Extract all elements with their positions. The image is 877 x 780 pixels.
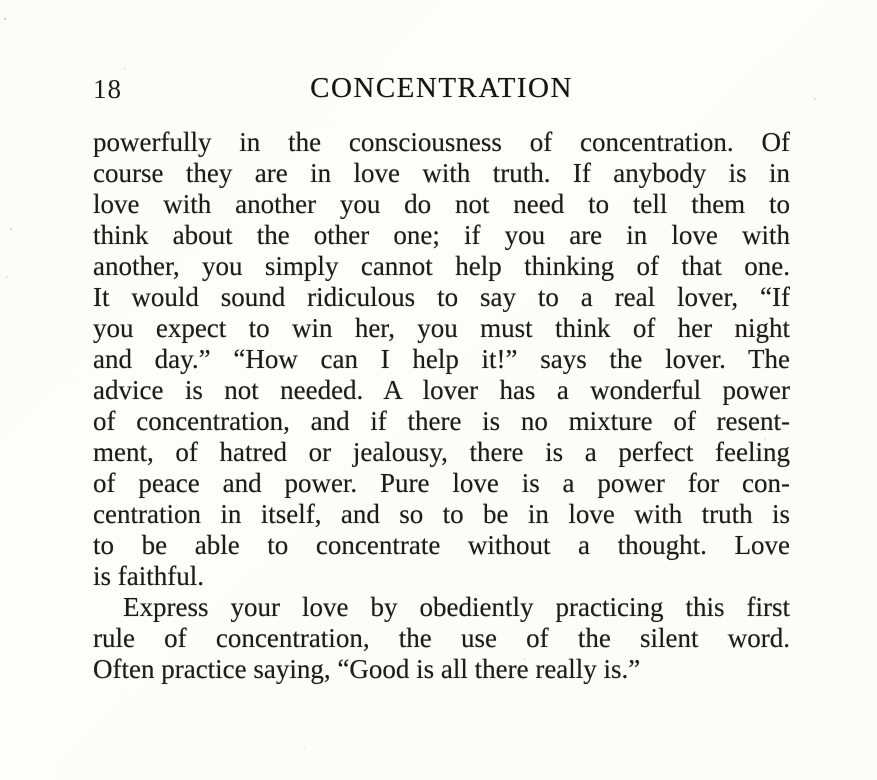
scan-speck xyxy=(4,18,6,20)
text-line: to be able to concentrate without a thought. Love xyxy=(93,530,790,560)
text-line: ment, of hatred or jealousy, there is a perfect feeling xyxy=(93,437,790,467)
text-line: It would sound ridiculous to say to a real lover, “If xyxy=(93,282,790,312)
text-line: powerfully in the consciousness of concentration. Of xyxy=(93,127,790,157)
paragraph xyxy=(93,127,790,592)
text-line: Often practice saying, “Good is all there really is.” xyxy=(93,654,641,684)
text-line: think about the other one; if you are in love with xyxy=(93,220,790,250)
text-line: advice is not needed. A lover has a wonderful power xyxy=(93,375,790,405)
page-number: 18 xyxy=(93,74,122,104)
page-header xyxy=(93,72,790,106)
text-block xyxy=(93,127,790,685)
running-title: CONCENTRATION xyxy=(310,72,573,104)
paragraph xyxy=(93,592,790,685)
text-line: love with another you do not need to tell them to xyxy=(93,189,790,219)
text-line: course they are in love with truth. If anybody is in xyxy=(93,158,790,188)
text-line: is faithful. xyxy=(93,561,204,591)
text-line: rule of concentration, the use of the silent word. xyxy=(93,623,790,653)
text-line: of peace and power. Pure love is a power for con- xyxy=(93,468,790,498)
text-line: of concentration, and if there is no mixture of resent- xyxy=(93,406,790,436)
text-line: Express your love by obediently practicing this first xyxy=(123,592,790,622)
text-line: and day.” “How can I help it!” says the lover. The xyxy=(93,344,790,374)
text-line: centration in itself, and so to be in love with truth is xyxy=(93,499,790,529)
text-line: you expect to win her, you must think of her night xyxy=(93,313,790,343)
text-line: another, you simply cannot help thinking of that one. xyxy=(93,251,790,281)
